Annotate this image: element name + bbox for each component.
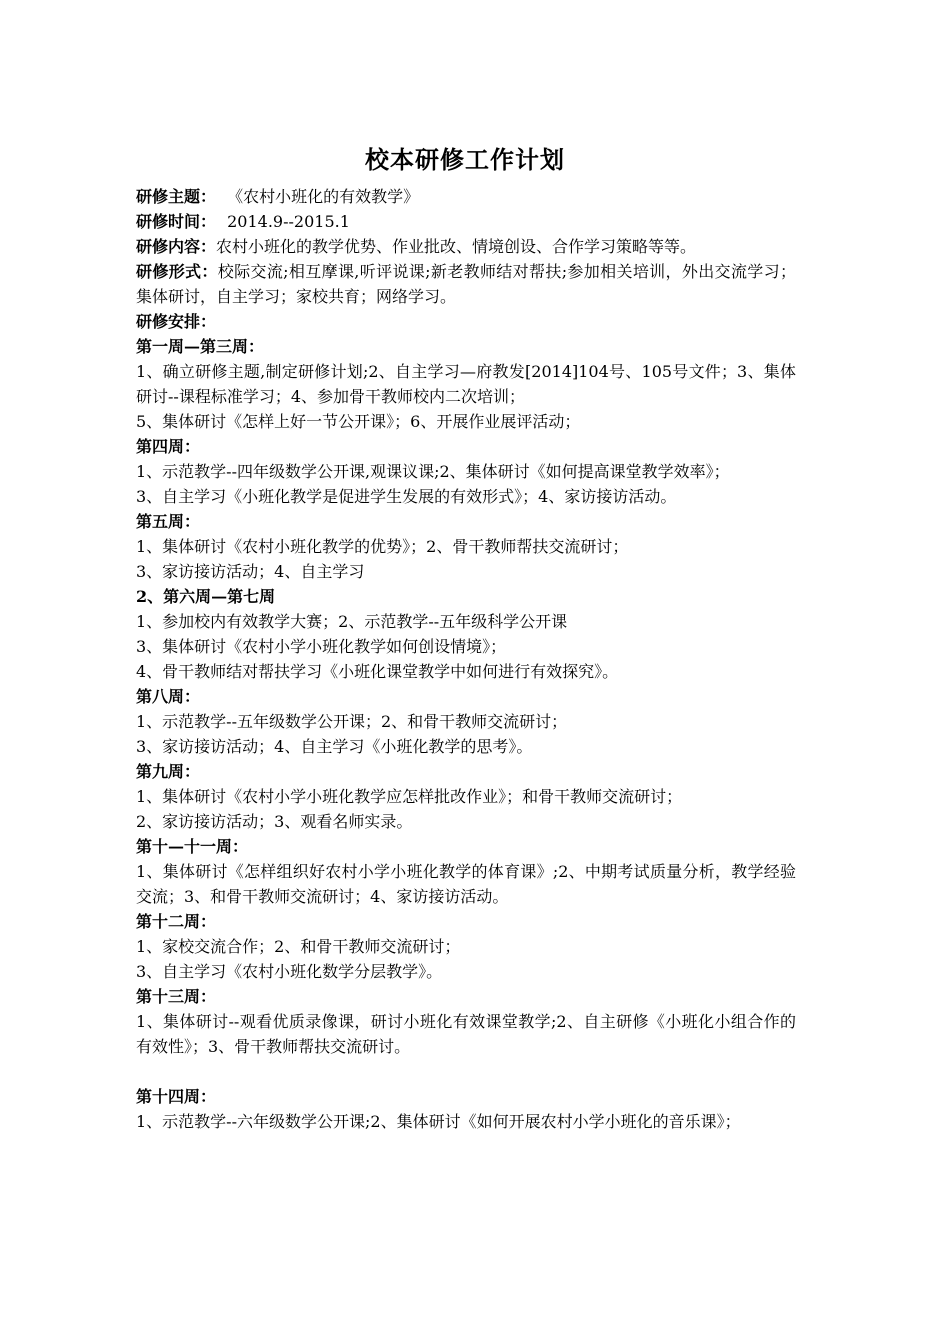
section-text: 3、自主学习《小班化教学是促进学生发展的有效形式》；4、家访接访活动。 (136, 487, 677, 506)
info-schedule (136, 309, 796, 334)
info-form (136, 259, 796, 309)
info-value: 校际交流;相互摩课,听评说课;新老教师结对帮扶;参加相关培训，外出交流学习；集体研讨，自主学习；家校共育；网络学习。 (136, 262, 796, 306)
section-text: 1、集体研讨《农村小班化教学的优势》；2、骨干教师帮扶交流研讨； (136, 537, 629, 556)
section-text: 1、示范教学--五年级数学公开课；2、和骨干教师交流研讨； (136, 712, 568, 731)
section-heading: 第八周： (136, 687, 201, 706)
section-text: 3、集体研讨《农村小学小班化教学如何创设情境》； (136, 637, 507, 656)
section-text: 1、集体研讨《农村小学小班化教学应怎样批改作业》；和骨干教师交流研讨； (136, 787, 683, 806)
section-heading: 2、第六周—第七周 (136, 587, 276, 606)
section-text: 3、自主学习《农村小班化数学分层教学》。 (136, 962, 443, 981)
info-content (136, 234, 796, 259)
section-heading: 第四周： (136, 437, 201, 456)
section-text: 1、示范教学--四年级数学公开课,观课议课;2、集体研讨《如何提高课堂教学效率》； (136, 462, 730, 481)
section-heading: 第十三周： (136, 987, 217, 1006)
info-label: 研修主题： (136, 187, 217, 206)
section-text: 1、确立研修主题,制定研修计划;2、自主学习—府教发[2014]104号、105号文件；3、集体研讨--课程标准学习；4、参加骨干教师校内二次培训； (136, 362, 796, 406)
info-label: 研修形式： (136, 262, 218, 281)
section-text: 1、示范教学--六年级数学公开课;2、集体研讨《如何开展农村小学小班化的音乐课》； (136, 1112, 741, 1131)
info-label: 研修时间： (136, 212, 217, 231)
info-value: 2014.9--2015.1 (222, 212, 350, 231)
section-text: 5、集体研讨《怎样上好一节公开课》；6、开展作业展评活动； (136, 412, 581, 431)
section-heading: 第十四周： (136, 1087, 217, 1106)
info-label: 研修内容： (136, 237, 217, 256)
info-value: 农村小班化的教学优势、作业批改、情境创设、合作学习策略等等。 (216, 237, 697, 256)
section-heading: 第十—十一周： (136, 837, 249, 856)
section-heading: 第五周： (136, 512, 201, 531)
info-label: 研修安排： (136, 312, 217, 331)
info-topic (136, 184, 796, 209)
section-heading: 第九周： (136, 762, 201, 781)
section-text: 1、参加校内有效教学大赛；2、示范教学--五年级科学公开课 (136, 612, 568, 631)
section-text: 3、家访接访活动；4、自主学习《小班化教学的思考》。 (136, 737, 533, 756)
section-text: 2、家访接访活动；3、观看名师实录。 (136, 812, 413, 831)
section-heading: 第一周—第三周： (136, 337, 265, 356)
section-text: 1、集体研讨--观看优质录像课，研讨小班化有效课堂教学;2、自主研修《小班化小组合作的有效性》；3、骨干教师帮扶交流研讨。 (136, 1012, 796, 1056)
section-text: 1、家校交流合作；2、和骨干教师交流研讨； (136, 937, 461, 956)
document-body (136, 184, 796, 1134)
section-text: 4、骨干教师结对帮扶学习《小班化课堂教学中如何进行有效探究》。 (136, 662, 619, 681)
info-value: 《农村小班化的有效教学》 (222, 187, 420, 206)
blank-line (136, 1059, 796, 1084)
page-title: 校本研修工作计划 (365, 145, 565, 174)
section-text: 1、集体研讨《怎样组织好农村小学小班化教学的体育课》;2、中期考试质量分析，教学经验交流；3、和骨干教师交流研讨；4、家访接访活动。 (136, 862, 796, 906)
section-text: 3、家访接访活动；4、自主学习 (136, 562, 365, 581)
section-heading: 第十二周： (136, 912, 217, 931)
info-time (136, 209, 796, 234)
